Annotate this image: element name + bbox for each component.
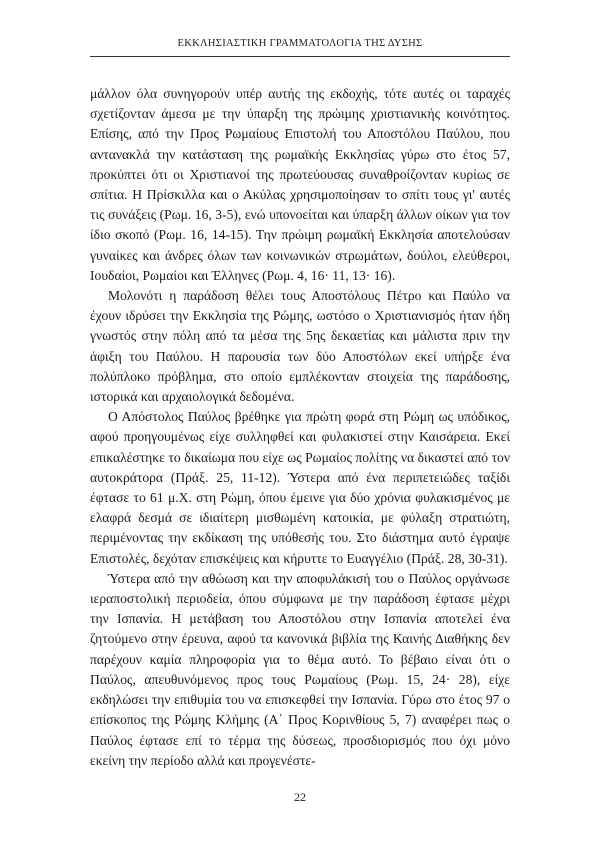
page-number: 22 [294, 790, 306, 804]
header-rule [90, 56, 510, 57]
paragraph: Ο Απόστολος Παύλος βρέθηκε για πρώτη φορά στη Ρώμη ως υπόδικος, αφού προηγουμένως είχε συλληφθεί και φυλακιστεί στην Καισάρεια. Εκεί επικαλέστηκε το δικαίωμα που είχε ως Ρωμαίος πολίτης να δικαστεί από τον αυτοκράτορα (Πράξ. 25, 11-12). Ύστερα από ένα περιπετειώδες ταξίδι έφτασε το 61 μ.Χ. στη Ρώμη, όπου έμεινε για δύο χρόνια φυλακισμένος με ελαφρά δεσμά σε ιδιαίτερη μισθωμένη κατοικία, με φύλαξη στρατιώτη, περιμένοντας την εκδίκαση της υπόθεσής του. Στο διάστημα αυτό έγραψε Επιστολές, δεχόταν επισκέψεις και κήρυττε το Ευαγγέλιο (Πράξ. 28, 30-31). [90, 409, 510, 566]
paragraph: Μολονότι η παράδοση θέλει τους Αποστόλους Πέτρο και Παύλο να έχουν ιδρύσει την Εκκλησία της Ρώμης, ωστόσο ο Χριστιανισμός ήταν ήδη γνωστός στην πόλη από τα μέσα της 5ης δεκαετίας και μάλιστα πριν την άφιξη του Παύλου. Η παρουσία των δύο Αποστόλων εκεί υπήρξε ένα πολύπλοκο πρόβλημα, στο οποίο εμπλέκονταν στοιχεία της παράδοσης, ιστορικά και αρχαιολογικά δεδομένα. [90, 288, 510, 405]
paragraph: μάλλον όλα συνηγορούν υπέρ αυτής της εκδοχής, τότε αυτές οι ταραχές σχετίζονταν άμεσα με την ύπαρξη της πρώιμης χριστιανικής κοινότητος. Επίσης, από την Προς Ρωμαίους Επιστολή του Αποστόλου Παύλου, που αντανακλά την κατάσταση της ρωμαϊκής Εκκλησίας γύρω στο έτος 57, προκύπτει ότι οι Χριστιανοί της πρωτεύουσας συναθροίζονταν κυρίως σε σπίτια. Η Πρίσκιλλα και ο Ακύλας χρησιμοποίησαν το σπίτι τους γι' αυτές τις συνάξεις (Ρωμ. 16, 3-5), ενώ υπονοείται και ύπαρξη άλλων οίκων για τον ίδιο σκοπό (Ρωμ. 16, 14-15). Την πρώιμη ρωμαϊκή Εκκλησία αποτελούσαν γυναίκες και άνδρες όλων των κοινωνικών στρωμάτων, δούλοι, ελεύθεροι, Ιουδαίοι, Ρωμαίοι και Έλληνες (Ρωμ. 4, 16· 11, 13· 16). [90, 86, 510, 283]
running-header: ΕΚΚΛΗΣΙΑΣΤΙΚΗ ΓΡΑΜΜΑΤΟΛΟΓΙΑ ΤΗΣ ΔΥΣΗΣ [177, 38, 423, 49]
paragraph: Ύστερα από την αθώωση και την αποφυλάκισή του ο Παύλος οργάνωσε ιεραποστολική περιοδεία, όπου σύμφωνα με την παράδοση έφτασε μέχρι την Ισπανία. Η μετάβαση του Αποστόλου στην Ισπανία αποτελεί ένα ζητούμενο στην έρευνα, αφού τα κανονικά βιβλία της Καινής Διαθήκης δεν παρέχουν καμία πληροφορία για το θέμα αυτό. Το βέβαιο είναι ότι ο Παύλος, απευθυνόμενος προς τους Ρωμαίους (Ρωμ. 15, 24· 28), είχε εκδηλώσει την επιθυμία του να επισκεφθεί την Ισπανία. Γύρω στο έτος 97 ο επίσκοπος της Ρώμης Κλήμης (Α΄ Προς Κορινθίους 5, 7) αναφέρει πως ο Παύλος έφτασε επί το τέρμα της δύσεως, προσδιορισμός που όχι μόνο εκείνη την περίοδο αλλά και προγενέστε- [90, 570, 510, 768]
page-body [90, 84, 510, 771]
